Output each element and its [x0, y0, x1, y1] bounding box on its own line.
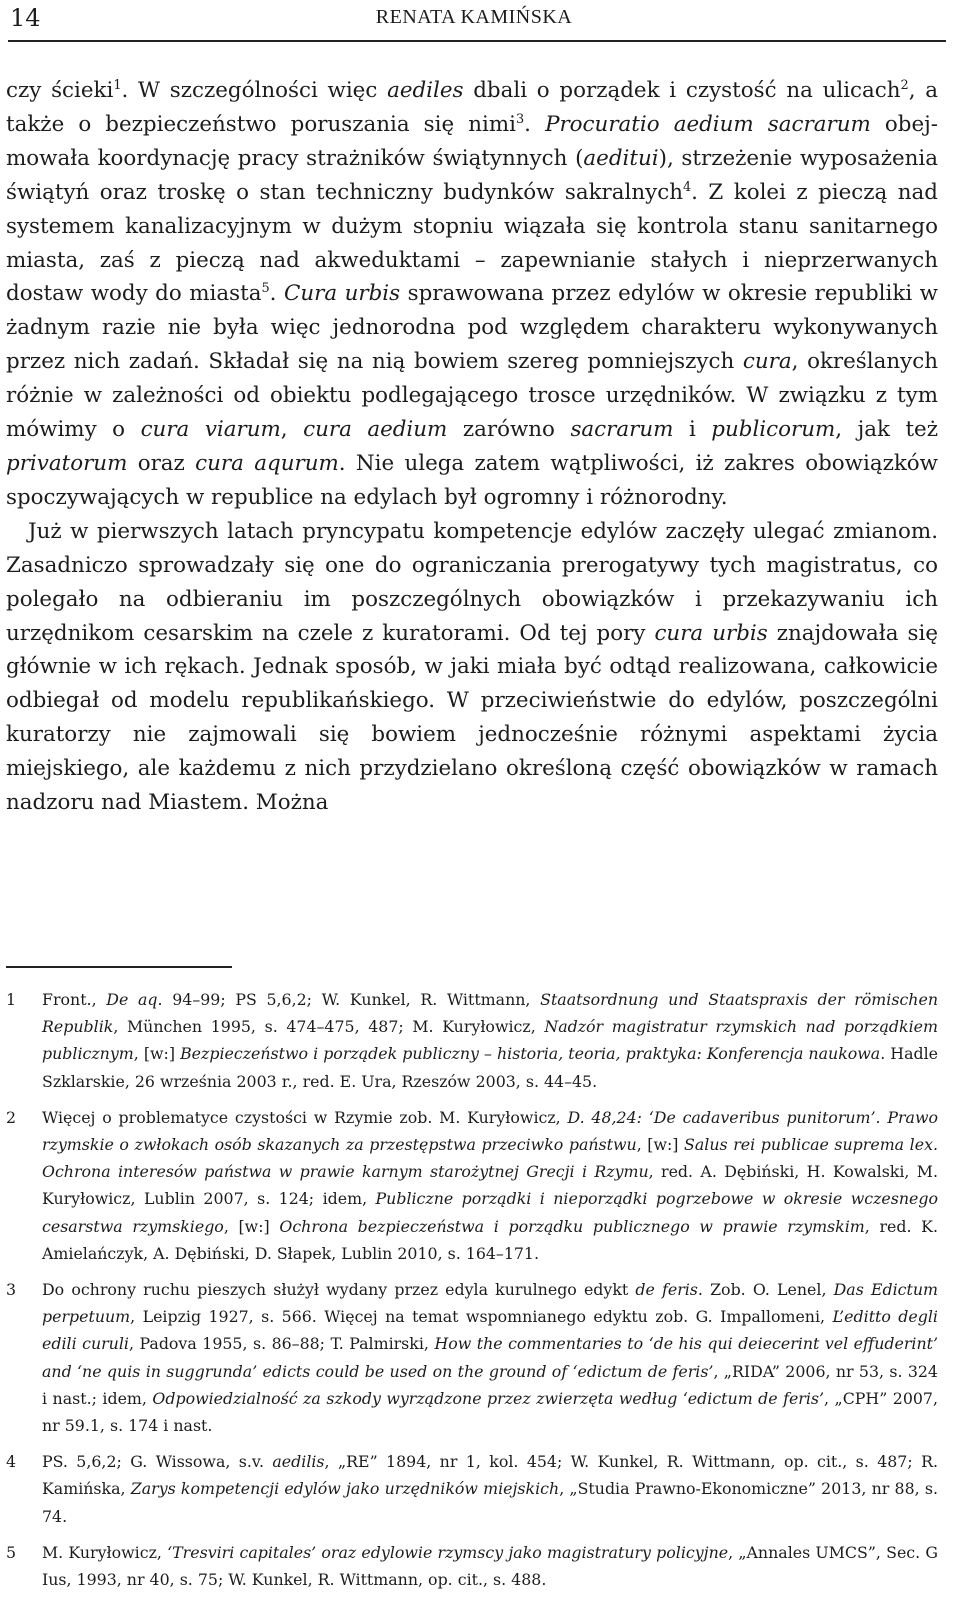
- italic-term: cura aqurum: [195, 450, 339, 476]
- italic-title: de feris: [635, 1280, 698, 1300]
- footnote-3: [6, 1276, 938, 1439]
- italic-term: publicorum: [711, 417, 836, 443]
- text-run: , Leipzig 1927, s. 566. Więcej na temat wspomnianego edyktu zob. G. Impallomeni,: [130, 1307, 833, 1327]
- footnote-ref-5[interactable]: 5: [261, 281, 270, 297]
- text-run: , red. K. Amielańczyk, A. Dębiński, D. Słapek, Lublin 2010, s. 164–171.: [42, 1216, 938, 1263]
- footnote-number: 2: [6, 1107, 17, 1127]
- italic-title: Staatsordnung und Staatspraxis der römischen Republik: [42, 990, 938, 1037]
- footnote-ref-3[interactable]: 3: [516, 111, 525, 127]
- italic-title: ‘Tresviri capitales’ oraz edylowie rzymscy jako magistratury policyjne: [167, 1542, 729, 1562]
- text-run: .: [524, 111, 546, 137]
- italic-title: aedilis: [272, 1452, 325, 1472]
- text-run: , „RE” 1894, nr 1, kol. 454; W. Kunkel, R. Wittmann, op. cit., s. 487; R. Kamińska,: [42, 1452, 938, 1499]
- italic-title: Das Edictum perpetuum: [42, 1280, 938, 1327]
- footnotes: [6, 986, 938, 1602]
- italic-title: Odpowiedzialność za szkody wyrządzone przez zwierzęta według ‘edictum de feris’: [152, 1388, 825, 1408]
- footnote-number: 1: [6, 990, 17, 1009]
- text-run: Front.,: [42, 990, 107, 1009]
- italic-term: Procuratio aedium sacrarum: [545, 111, 871, 137]
- footnote-number: 3: [6, 1280, 17, 1300]
- italic-term: aediles: [387, 78, 464, 103]
- italic-title: Salus rei publicae suprema lex. Ochrona interesów państwa w prawie karnym starożytnej Grecji i Rzymu: [42, 1135, 938, 1182]
- text-run: zarówno: [447, 417, 571, 443]
- footnote-ref-4[interactable]: 4: [683, 179, 692, 195]
- italic-title: Ochrona bezpieczeństwa i porządku publicznego w prawie rzymskim: [279, 1216, 865, 1236]
- text-run: . W szczególności więc: [121, 78, 388, 103]
- italic-title: Nadzór magistratur rzymskich nad porządkiem publicznym: [42, 1017, 938, 1064]
- footnote-4: [6, 1448, 938, 1530]
- text-run: , [w:]: [636, 1135, 685, 1155]
- italic-term: cura viarum: [140, 417, 281, 443]
- text-run: M. Kuryłowicz,: [42, 1542, 168, 1562]
- text-run: oraz: [127, 450, 196, 476]
- text-run: , jak też: [835, 417, 938, 443]
- running-head: RENATA KAMIŃSKA: [375, 6, 573, 28]
- text-run: obejmowała koordynację pracy strażników świątynnych (: [6, 111, 938, 171]
- italic-title: L’editto degli edili curuli: [42, 1307, 938, 1354]
- italic-title: How the commentaries to ‘de his qui deiecerint vel effuderint’ and ‘ne quis in suggrunda’ edicts could be used on the ground of ‘edictum de feris’: [42, 1334, 938, 1381]
- italic-title: D. 48,24: ‘De cadaveribus punitorum’. Prawo rzymskie o zwłokach osób skazanych za przestępstwa przeciwko państwu: [42, 1107, 938, 1155]
- text-run: . Nie ulega zatem wątpliwości, iż zakres obowiązków spoczywających w republice na edylach był ogromny i różnorodny.: [6, 450, 938, 510]
- text-run: Więcej o problematyce czystości w Rzymie zob. M. Kuryłowicz,: [42, 1107, 568, 1127]
- text-run: , Padova 1955, s. 86–88; T. Palmirski,: [128, 1334, 435, 1354]
- text-run: znajdowała się głównie w ich rękach. Jednak sposób, w jaki miała być odtąd realizowana, całkowicie odbiegał od modelu republikańskiego. W przeciwieństwie do edylów, poszczególni kuratorzy nie zajmowali się bowiem jednocześnie różnymi aspektami życia miejskiego, ale każdemu z nich przydzielano określoną część obowiązków w ramach nadzoru nad Miastem. Można: [6, 620, 938, 816]
- text-run: , red. A. Dębiński, H. Kowalski, M. Kuryłowicz, Lublin 2007, s. 124; idem,: [42, 1162, 939, 1209]
- text-run: , „CPH” 2007, nr 59.1, s. 174 i nast.: [42, 1388, 938, 1436]
- footnote-separator: [6, 966, 232, 968]
- footnote-number: 4: [6, 1452, 17, 1472]
- footnote-5: [6, 1539, 938, 1593]
- italic-title: De aq: [106, 990, 158, 1009]
- text-run: ,: [280, 417, 304, 443]
- italic-term: Cura urbis: [283, 281, 401, 307]
- italic-term: sacrarum: [570, 417, 674, 443]
- text-run: , „RIDA” 2006, nr 53, s. 324 i nast.; idem,: [42, 1361, 938, 1408]
- italic-title: Bezpieczeństwo i porządek publiczny – historia, teoria, praktyka: Konferencja naukowa: [180, 1044, 881, 1064]
- text-run: . Hadle Szklarskie, 26 września 2003 r., red. E. Ura, Rzeszów 2003, s. 44–45.: [42, 1044, 939, 1091]
- italic-term: cura aedium: [303, 417, 448, 443]
- footnote-1: [6, 986, 938, 1095]
- paragraph-1: [6, 74, 938, 515]
- italic-title: Zarys kompetencji edylów jako urzędników miejskich: [130, 1479, 560, 1499]
- paragraph-2: [6, 515, 938, 820]
- text-run: , „Studia Prawno-Ekonomiczne” 2013, nr 88, s. 74.: [42, 1479, 938, 1526]
- footnote-number: 5: [6, 1542, 17, 1562]
- text-run: PS. 5,6,2; G. Wissowa, s.v.: [42, 1452, 273, 1472]
- text-run: , [w:]: [223, 1216, 280, 1236]
- body-text: [6, 74, 938, 820]
- text-run: i: [673, 417, 712, 443]
- italic-term: privatorum: [6, 450, 128, 476]
- text-run: . Z kolei z pieczą nad systemem kanalizacyjnym w dużym stopniu wiązała się kontrola stanu sanitarnego miasta, zaś z pieczą nad akweduktami – zapewnianie stałych i nieprzerwanych dostaw wody do miasta: [6, 179, 938, 307]
- text-run: , „Annales UMCS”, Sec. G Ius, 1993, nr 40, s. 75; W. Kunkel, R. Wittmann, op. cit., s. 488.: [42, 1542, 938, 1590]
- text-run: , określanych różnie w zależności od obiektu podlegającego trosce urzędników. W związku z tym mówimy o: [6, 349, 938, 443]
- text-run: , München 1995, s. 474–475, 487; M. Kuryłowicz,: [113, 1017, 545, 1037]
- text-run: dbali o porządek i czystość na ulicach: [463, 78, 901, 103]
- page-number: 14: [10, 4, 41, 32]
- italic-title: Publiczne porządki i nieporządki pogrzebowe w okresie wczesnego cesarstwa rzymskiego: [42, 1189, 938, 1236]
- italic-term: cura: [742, 349, 792, 375]
- text-run: Do ochrony ruchu pieszych służył wydany przez edyla kurulnego edykt: [42, 1280, 636, 1300]
- italic-term: aeditui: [583, 145, 659, 171]
- text-run: , a także o bezpieczeństwo poruszania się nimi: [6, 78, 939, 137]
- text-run: sprawowana przez edylów w okresie republiki w żadnym razie nie była więc jednorodna pod względem charakteru wykonywanych przez nich zadań. Składał się na nią bowiem szereg pomniejszych: [6, 281, 938, 375]
- page-header: [0, 0, 948, 48]
- footnote-2: [6, 1104, 938, 1267]
- text-run: .: [269, 281, 284, 307]
- header-rule: [8, 40, 946, 42]
- text-run: ), strzeżenie wyposażenia świątyń oraz troskę o stan techniczny budynków sakralnych: [6, 145, 939, 205]
- text-run: , [w:]: [133, 1044, 181, 1064]
- footnote-ref-1[interactable]: 1: [113, 77, 122, 93]
- italic-term: cura urbis: [654, 620, 768, 646]
- text-run: . Zob. O. Lenel,: [697, 1280, 834, 1300]
- text-run: . 94–99; PS 5,6,2; W. Kunkel, R. Wittmann,: [157, 990, 541, 1009]
- text-run: Już w pierwszych latach pryncypatu kompetencje edylów zaczęły ulegać zmianom. Zasadniczo sprowadzały się one do ograniczania prerogatywy tych magistratus, co polegało na odbieraniu im poszczególnych obowiązków i przekazywaniu ich urzędnikom cesarskim na czele z kuratorami. Od tej pory: [6, 518, 938, 646]
- footnote-ref-2[interactable]: 2: [900, 77, 909, 93]
- text-run: czy ścieki: [6, 78, 114, 103]
